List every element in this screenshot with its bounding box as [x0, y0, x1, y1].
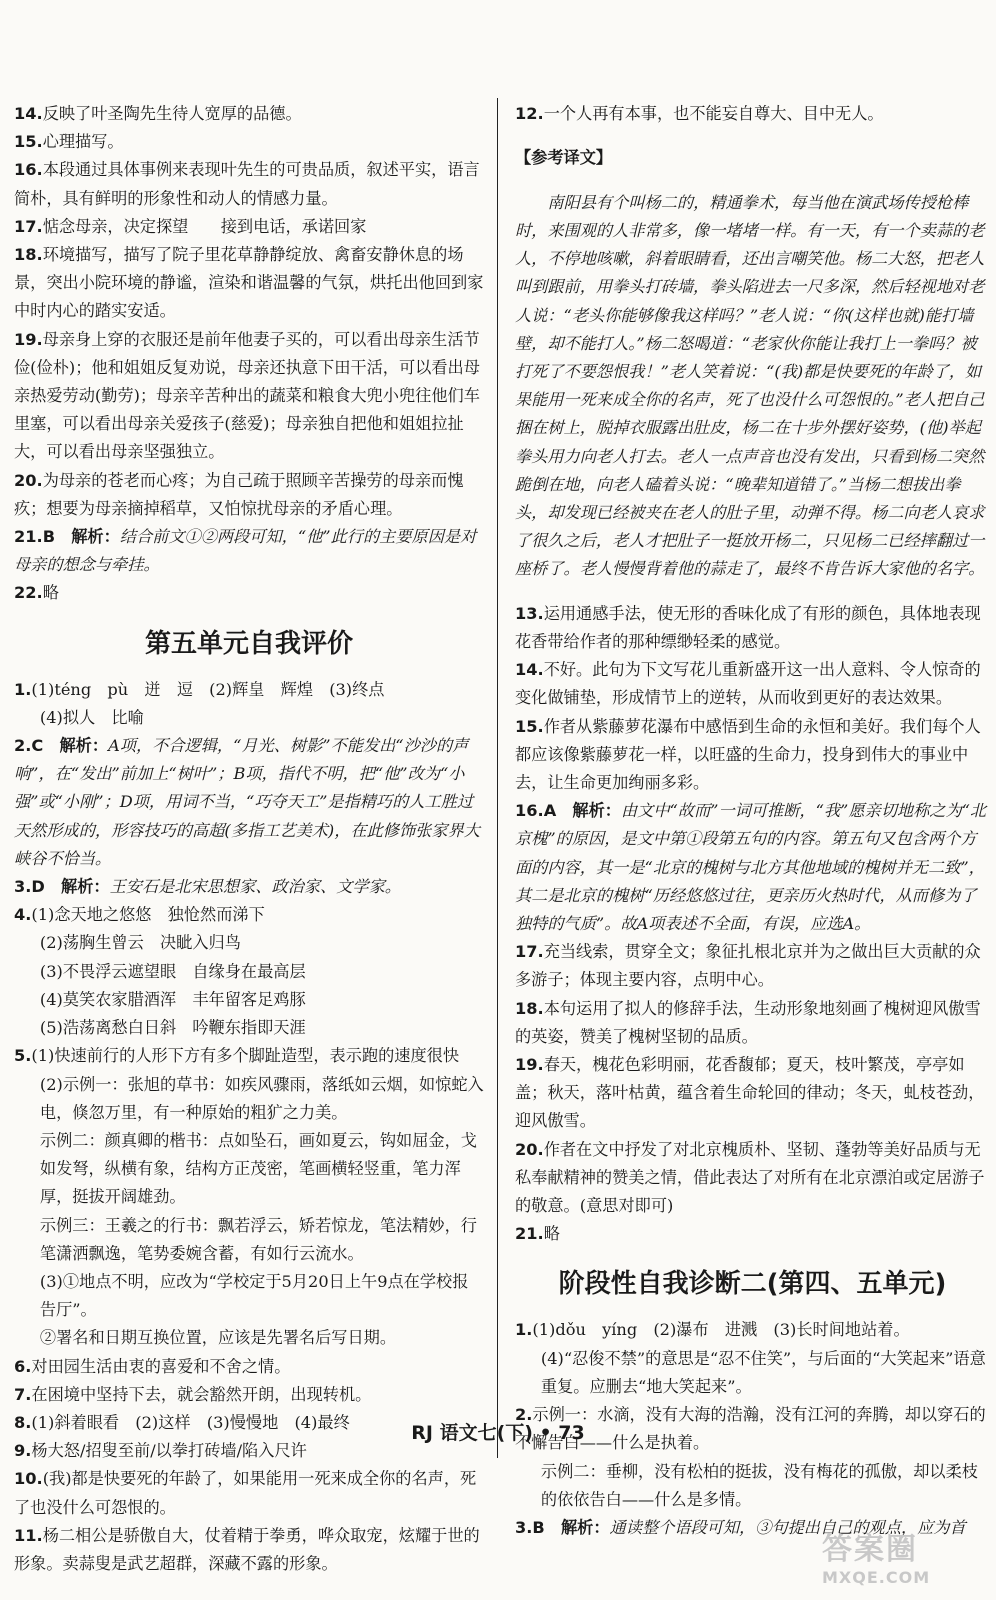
answer-line	[14, 100, 484, 128]
analysis-label: 解析：	[560, 1517, 610, 1537]
answer-item	[14, 732, 484, 873]
reference-translation-title: 【参考译文】	[515, 148, 613, 168]
answer-item	[14, 676, 484, 732]
answer-line	[515, 1220, 990, 1248]
answer-text: 通读整个语段可知，③句提出自己的观点，应为首	[609, 1517, 966, 1537]
answer-line	[14, 241, 484, 326]
answer-item	[515, 600, 990, 656]
answer-subline: (4)莫笑农家腊酒浑 丰年留客足鸡豚	[39, 989, 306, 1009]
item-number: 16.	[515, 801, 544, 821]
item-number: 20.	[515, 1139, 544, 1159]
answer-line	[515, 656, 990, 712]
item-number: 4.	[14, 905, 32, 925]
item-number: 19.	[14, 329, 43, 349]
answer-item	[14, 1353, 484, 1381]
item-number: 19.	[515, 1055, 544, 1075]
answer-text: (1)快速前行的人形下方有多个脚趾造型，表示跑的速度很快	[31, 1046, 460, 1066]
answer-item	[515, 1220, 990, 1248]
answer-item	[14, 326, 484, 467]
answer-line	[14, 1353, 484, 1381]
answer-choice: B	[532, 1517, 545, 1537]
answer-item	[14, 467, 484, 523]
answer-subline: (4)拟人 比喻	[39, 707, 144, 727]
answer-text: 杨大怒/招叟至前/以拳打砖墙/陷入尺许	[31, 1441, 307, 1461]
item-number: 13.	[515, 603, 544, 623]
item-number: 1.	[515, 1320, 533, 1340]
answer-line	[515, 797, 990, 938]
answer-item	[14, 873, 484, 901]
answer-line	[14, 326, 484, 467]
page-footer: RJ 语文七(下) • 73	[411, 1422, 585, 1444]
answer-text: 杨二相公是骄傲自大，仗着精于拳勇，哗众取宠，炫耀于世的形象。卖蒜叟是武艺超群，深藏不露的形象。	[14, 1525, 480, 1573]
answer-line	[515, 1051, 990, 1136]
answer-text: (1)斜着眼看 (2)这样 (3)慢慢地 (4)最终	[31, 1412, 350, 1432]
item-number: 12.	[515, 104, 544, 123]
answer-item	[14, 1465, 484, 1521]
right-column	[515, 100, 990, 1542]
answer-item	[14, 156, 484, 212]
item-number: 20.	[14, 470, 43, 490]
answer-line	[14, 1381, 484, 1409]
item-number: 17.	[14, 216, 43, 236]
answer-item	[515, 100, 990, 128]
answer-text: 由文中“故而”一词可推断，“我”愿亲切地称之为“北京槐”的原因，是文中第①段第五句的内容。第五句又包含两个方面的内容，其一是“北京的槐树与北方其他地域的槐树并无二致”，其二是北京的槐树“历经悠悠过往，更亲历火热时代，从而修为了独特的气质”。故A项表述不全面，有误，应选A。	[515, 801, 987, 934]
answer-subline: 示例三：王羲之的行书：飘若浮云，矫若惊龙，笔法精妙，行笔潇洒飘逸，笔势委婉含蓄，有如行云流水。	[39, 1215, 477, 1263]
answer-item	[515, 995, 990, 1051]
answer-choice: A	[543, 801, 557, 821]
answer-line	[515, 100, 990, 128]
answer-text: 惦念母亲，决定探望 接到电话，承诺回家	[42, 216, 367, 236]
item-number: 1.	[14, 679, 32, 699]
answer-subline: (5)浩荡离愁白日斜 吟鞭东指即天涯	[39, 1018, 306, 1038]
section-title: 第五单元自我评价	[144, 628, 353, 659]
answer-line	[14, 156, 484, 212]
item-number: 18.	[515, 998, 544, 1018]
answer-text: 结合前文①②两段可知，“他”此行的主要原因是对母亲的想念与牵挂。	[14, 527, 477, 575]
answer-line	[14, 873, 484, 901]
answer-subline: (4)“忍俊不禁”的意思是“忍不住笑”，与后面的“大笑起来”语意重复。应删去“地大笑起来”。	[540, 1348, 986, 1396]
item-number: 5.	[14, 1046, 32, 1066]
column-divider	[497, 98, 498, 1458]
answer-subline: (3)不畏浮云遮望眼 自缘身在最高层	[39, 961, 306, 981]
answer-text: 对田园生活由衷的喜爱和不舍之情。	[31, 1356, 291, 1376]
item-number: 14.	[515, 660, 544, 680]
answer-line	[14, 1522, 484, 1578]
analysis-label: 解析：	[59, 736, 109, 756]
analysis-label: 解析：	[61, 877, 110, 897]
item-number: 7.	[14, 1384, 32, 1404]
answer-line	[14, 579, 484, 607]
answer-text: (1)dǒu yíng (2)瀑布 进溅 (3)长时间地站着。	[532, 1320, 910, 1340]
answer-text: (我)都是快要死的年龄了，如果能用一死来成全你的名声，死了也没什么可怨恨的。	[14, 1469, 477, 1517]
answer-text: 充当线索，贯穿全文；象征扎根北京并为之做出巨大贡献的众多游子；体现主要内容，点明中心。	[515, 942, 981, 990]
answer-line	[14, 901, 484, 929]
analysis-label: 解析：	[71, 527, 120, 547]
answer-text: 环境描写，描写了院子里花草静静绽放、禽畜安静休息的场景，突出小院环境的静谧，渲染和谐温馨的气氛，烘托出他回到家中时内心的踏实安适。	[14, 245, 484, 321]
answer-choice: D	[31, 877, 45, 897]
answer-item	[515, 797, 990, 938]
answer-item	[14, 579, 484, 607]
answer-item	[14, 1381, 484, 1409]
reference-translation: 南阳县有个叫杨二的，精通拳术，每当他在演武场传授枪棒时，来围观的人非常多，像一堵堵一样。有一天，有一个卖蒜的老人，不停地咳嗽，斜着眼睛看，还出言嘲笑他。杨二大怒，把老人叫到跟前，用拳头打砖墙，拳头陷进去一尺多深，然后轻视地对老人说：“老头你能够像我这样吗？”老人说：“你(这样也就)能打墙壁，却不能打人。”杨二怒喝道：“老家伙你能让我打上一拳吗？被打死了不要怨恨我！”老人笑着说：“(我)都是快要死的年龄了，如果能用一死来成全你的名声，死了也没什么可怨恨的。”老人把自己捆在树上，脱掉衣服露出肚皮，杨二在十步外摆好姿势，(他)举起拳头用力向老人打去。老人一点声音也没有发出，只看到杨二突然跪倒在地，向老人磕着头说：“晚辈知道错了。”当杨二想拔出拳头，却发现已经被夹在老人的肚子里，动弹不得。杨二向老人哀求了很久之后，老人才把肚子一挺放开杨二，只见杨二已经摔翻过一座桥了。老人慢慢背着他的蒜走了，最终不肯告诉大家他的名字。	[515, 192, 985, 579]
answer-text: 王安石是北宋思想家、政治家、文学家。	[109, 877, 401, 897]
answer-subline: 示例二：颜真卿的楷书：点如坠石，画如夏云，钩如屈金，戈如发弩，纵横有象，结构方正茂密，笔画横轻竖重，笔力浑厚，挺拔开阔雄劲。	[39, 1130, 477, 1207]
answer-line	[515, 938, 990, 994]
answer-text: (1)念天地之悠悠 独怆然而涕下	[31, 905, 265, 925]
item-number: 21.	[515, 1224, 544, 1244]
answer-item	[14, 523, 484, 579]
left-column	[14, 100, 484, 1578]
answer-subline: (2)示例一：张旭的草书：如疾风骤雨，落纸如云烟，如惊蛇入电，倏忽万里，有一种原始的粗犷之力美。	[39, 1074, 484, 1122]
watermark-url: MXQE.COM	[822, 1568, 931, 1587]
item-number: 8.	[14, 1412, 32, 1432]
answer-item	[515, 656, 990, 712]
answer-line	[515, 713, 990, 798]
item-number: 11.	[14, 1525, 43, 1545]
answer-text: 一个人再有本事，也不能妄自尊大、目中无人。	[543, 104, 884, 123]
item-number: 15.	[14, 132, 43, 152]
answer-text: 为母亲的苍老而心疼；为自己疏于照顾辛苦操劳的母亲而愧疚；想要为母亲摘掉稻草，又怕惊扰母亲的矛盾心理。	[14, 470, 464, 518]
watermark-title: 答案圈	[822, 1532, 918, 1567]
answer-text: 不好。此句为下文写花儿重新盛开这一出人意料、令人惊奇的变化做铺垫，形成情节上的逆转，从而收到更好的表达效果。	[515, 660, 981, 708]
answer-item	[515, 713, 990, 798]
answer-text: A项，不合逻辑，“月光、树影”不能发出“沙沙的声响”，在“发出”前加上“树叶”；B项，指代不明，把“他”改为“小强”或“小刚”；D项，用词不当，“巧夺天工”是指精巧的人工胜过天然形成的，形容技巧的高超(多指工艺美术)，在此修饰张家界大峡谷不恰当。	[14, 736, 480, 868]
answer-item	[515, 938, 990, 994]
answer-item	[14, 213, 484, 241]
item-number: 14.	[14, 104, 43, 123]
analysis-label: 解析：	[572, 801, 621, 821]
answer-text: 作者在文中抒发了对北京槐质朴、坚韧、蓬勃等美好品质与无私奉献精神的赞美之情，借此表达了对所有在北京漂泊或定居游子的敬意。(意思对即可)	[515, 1139, 985, 1216]
answer-text: 春天，槐花色彩明丽，花香馥郁；夏天，枝叶繁茂，亭亭如盖；秋天，落叶枯黄，蕴含着生命轮回的律动；冬天，虬枝苍劲，迎风傲雪。	[515, 1055, 985, 1131]
answer-line	[515, 1136, 990, 1221]
answer-line	[14, 732, 484, 873]
answer-text: 本段通过具体事例来表现叶先生的可贵品质，叙述平实，语言简朴，具有鲜明的形象性和动人的情感力量。	[14, 160, 480, 208]
answer-line	[515, 995, 990, 1051]
answer-line	[14, 213, 484, 241]
answer-text: 略	[42, 583, 59, 603]
answer-line	[515, 1316, 990, 1344]
answer-item	[14, 128, 484, 156]
answer-text: 本句运用了拟人的修辞手法，生动形象地刻画了槐树迎风傲雪的英姿，赞美了槐树坚韧的品质。	[515, 998, 981, 1046]
answer-subline: (3)①地点不明，应改为“学校定于5月20日上午9点在学校报告厅”。	[39, 1271, 469, 1320]
answer-item	[515, 1051, 990, 1136]
item-number: 17.	[515, 942, 544, 962]
item-number: 9.	[14, 1441, 32, 1461]
item-number: 10.	[14, 1469, 43, 1489]
answer-text: 示例一：水滴，没有大海的浩瀚，没有江河的奔腾，却以穿石的不懈告白——什么是执着。	[515, 1405, 986, 1453]
answer-line	[14, 128, 484, 156]
answer-line	[14, 1042, 484, 1070]
answer-text: 运用通感手法，使无形的香味化成了有形的颜色，具体地表现花香带给作者的那种缥缈轻柔的感觉。	[515, 603, 981, 652]
item-number: 2.	[515, 1405, 533, 1425]
answer-line	[14, 676, 484, 704]
answer-item	[14, 901, 484, 1042]
answer-text: (1)téng pù 迸 逗 (2)辉皇 辉煌 (3)终点	[31, 679, 385, 699]
answer-line	[14, 1465, 484, 1521]
item-number: 2.	[14, 736, 32, 756]
answer-item	[14, 241, 484, 326]
section-title: 阶段性自我诊断二(第四、五单元)	[558, 1269, 947, 1300]
item-number: 6.	[14, 1356, 32, 1376]
item-number: 3.	[515, 1517, 533, 1537]
watermark-logo	[822, 1524, 972, 1587]
item-number: 3.	[14, 877, 32, 897]
answer-choice: B	[42, 527, 56, 547]
answer-item	[515, 1316, 990, 1401]
answer-item	[14, 1522, 484, 1578]
answer-text: 反映了叶圣陶先生待人宽厚的品德。	[42, 104, 302, 123]
answer-subline: (2)荡胸生曾云 决眦入归鸟	[39, 933, 241, 953]
answer-text: 略	[543, 1224, 560, 1244]
answer-text: 母亲身上穿的衣服还是前年他妻子买的，可以看出母亲生活节俭(俭朴)；他和姐姐反复劝说，母亲还执意下田干活，可以看出母亲热爱劳动(勤劳)；母亲辛苦种出的蔬菜和粮食大兜小兜往他们车里塞，可以看出母亲关爱孩子(慈爱)；母亲独自把他和姐姐拉扯大，可以看出母亲坚强独立。	[14, 329, 480, 462]
answer-text: 心理描写。	[42, 132, 124, 152]
item-number: 16.	[14, 160, 43, 180]
item-number: 21.	[14, 527, 43, 547]
answer-line	[14, 467, 484, 523]
answer-item	[14, 1042, 484, 1352]
answer-item	[515, 1136, 990, 1221]
answer-choice: C	[31, 736, 44, 756]
answer-line	[14, 523, 484, 579]
answer-text: 作者从紫藤萝花瀑布中感悟到生命的永恒和美好。我们每个人都应该像紫藤萝花一样，以旺盛的生命力，投身到伟大的事业中去，让生命更加绚丽多彩。	[515, 716, 981, 793]
answer-text: 在困境中坚持下去，就会豁然开朗，出现转机。	[31, 1384, 372, 1404]
item-number: 18.	[14, 245, 43, 265]
answer-subline: 示例二：垂柳，没有松柏的挺拔，没有梅花的孤傲，却以柔枝的依依告白——什么是多情。	[540, 1461, 978, 1509]
answer-item	[14, 100, 484, 128]
answer-line	[515, 600, 990, 656]
answer-subline: ②署名和日期互换位置，应该是先署名后写日期。	[39, 1328, 397, 1348]
item-number: 15.	[515, 716, 544, 736]
item-number: 22.	[14, 583, 43, 603]
